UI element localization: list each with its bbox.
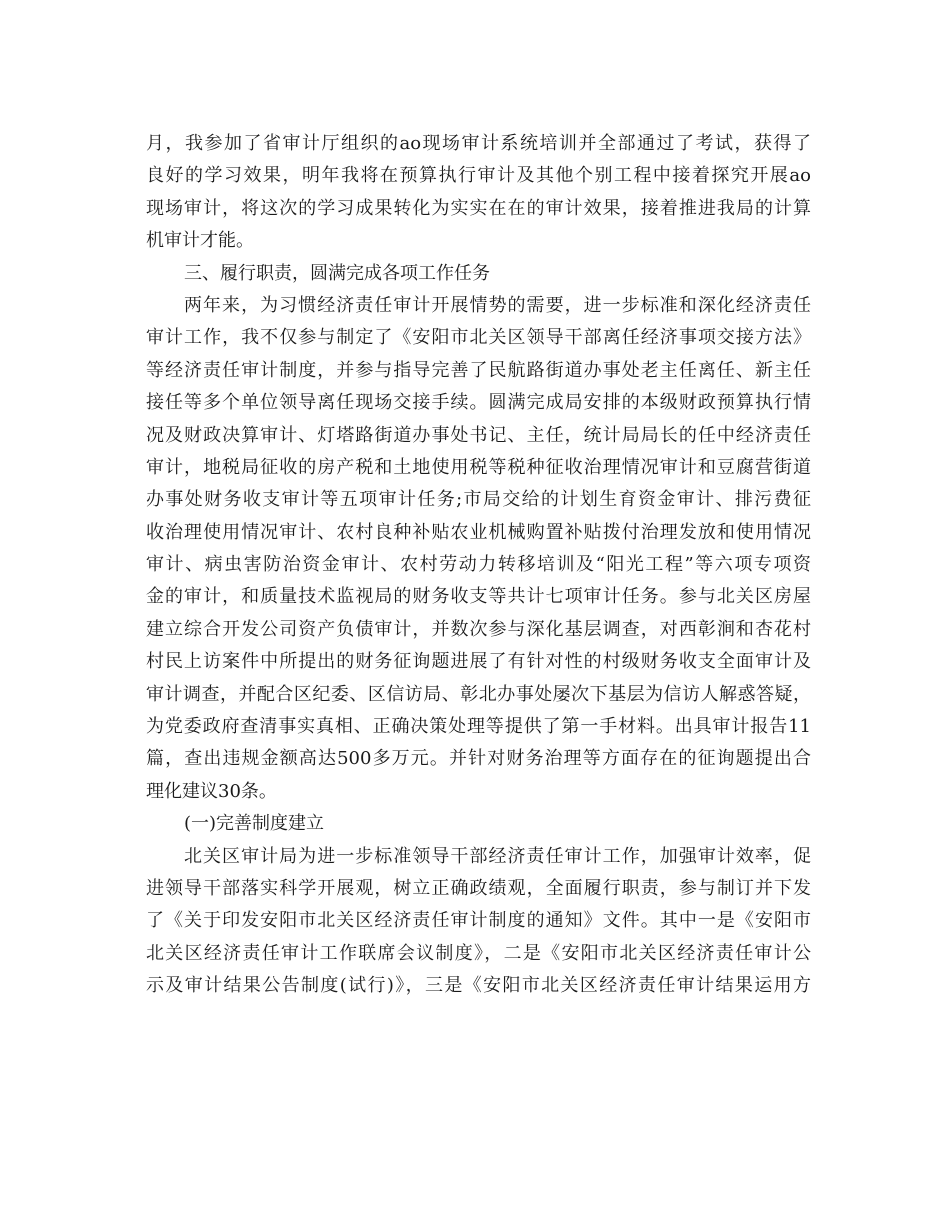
text-line: 收治理使用情况审计、农村良种补贴农业机械购置补贴拨付治理发放和使用情况 (146, 521, 811, 543)
text-line: 现场审计，将这次的学习成果转化为实实在在的审计效果，接着推进我局的计算 (146, 197, 811, 219)
text-line: 北关区审计局为进一步标准领导干部经济责任审计工作，加强审计效率，促 (184, 845, 811, 867)
text-line: 审计工作，我不仅参与制定了《安阳市北关区领导干部离任经济事项交接方法》 (146, 327, 811, 349)
text-line: 况及财政决算审计、灯塔路街道办事处书记、主任，统计局局长的任中经济责任 (146, 424, 811, 446)
text-line: 示及审计结果公告制度(试行)》，三是《安阳市北关区经济责任审计结果运用方 (146, 975, 811, 997)
text-line: 三、履行职责，圆满完成各项工作任务 (184, 262, 490, 284)
text-line: 进领导干部落实科学开展观，树立正确政绩观，全面履行职责，参与制订并下发 (146, 877, 811, 899)
text-line: 月，我参加了省审计厅组织的ao现场审计系统培训并全部通过了考试，获得了 (146, 133, 811, 154)
text-line: 审计，地税局征收的房产税和土地使用税等税种征收治理情况审计和豆腐营街道 (146, 456, 811, 478)
text-line: 接任等多个单位领导离任现场交接手续。圆满完成局安排的本级财政预算执行情 (146, 392, 811, 414)
text-line: 篇，查出违规金额高达500多万元。并针对财务治理等方面存在的征询题提出合 (146, 748, 811, 770)
text-line: 办事处财务收支审计等五项审计任务;市局交给的计划生育资金审计、排污费征 (146, 489, 811, 511)
text-line: 北关区经济责任审计工作联席会议制度》，二是《安阳市北关区经济责任审计公 (146, 942, 811, 964)
text-line: 审计、病虫害防治资金审计、农村劳动力转移培训及“阳光工程”等六项专项资 (146, 554, 811, 576)
text-line: 两年来，为习惯经济责任审计开展情势的需要，进一步标准和深化经济责任 (184, 294, 811, 316)
text-line: 了《关于印发安阳市北关区经济责任审计制度的通知》文件。其中一是《安阳市 (146, 910, 811, 932)
document-body (146, 128, 811, 1003)
text-line: 理化建议30条。 (146, 780, 277, 802)
text-line: 金的审计，和质量技术监视局的财务收支等共计七项审计任务。参与北关区房屋 (146, 586, 811, 608)
text-line: 建立综合开发公司资产负债审计，并数次参与深化基层调查，对西彰涧和杏花村 (146, 618, 811, 640)
text-line: 审计调查，并配合区纪委、区信访局、彰北办事处屡次下基层为信访人解惑答疑， (146, 683, 811, 705)
text-line: 为党委政府查清事实真相、正确决策处理等提供了第一手材料。出具审计报告11 (146, 716, 811, 738)
text-line: (一)完善制度建立 (184, 813, 325, 835)
text-line: 等经济责任审计制度，并参与指导完善了民航路街道办事处老主任离任、新主任 (146, 359, 811, 381)
text-line: 良好的学习效果，明年我将在预算执行审计及其他个别工程中接着探究开展ao (146, 165, 811, 187)
text-line: 村民上访案件中所提出的财务征询题进展了有针对性的村级财务收支全面审计及 (146, 651, 811, 673)
text-line: 机审计才能。 (146, 230, 254, 252)
